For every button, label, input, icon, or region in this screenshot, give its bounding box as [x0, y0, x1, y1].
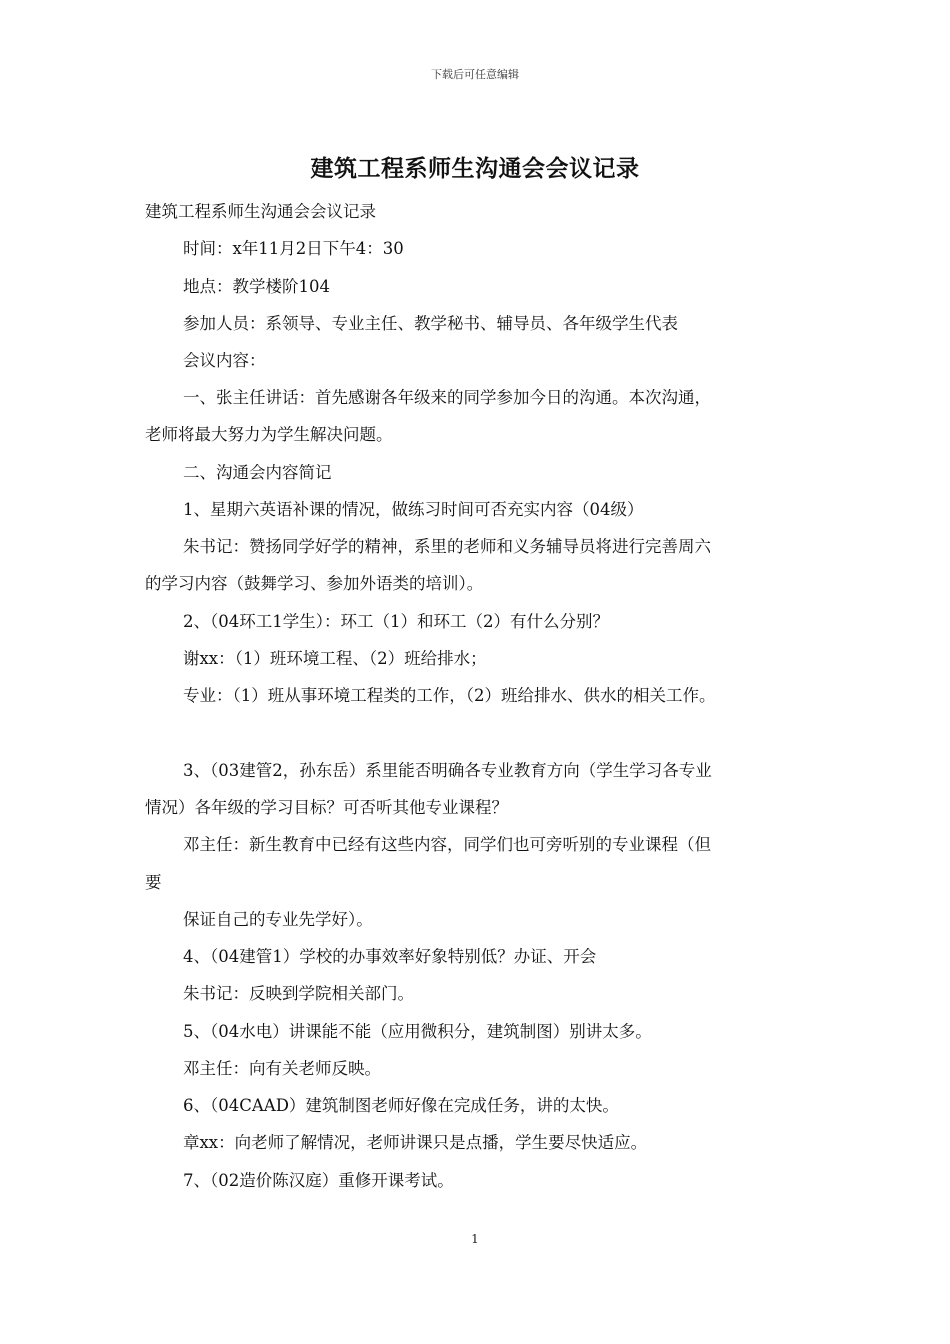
meeting-location: 地点：教学楼阶104: [183, 277, 330, 296]
document-title: 建筑工程系师生沟通会会议记录: [310, 156, 640, 182]
paragraph-line: 保证自己的专业先学好）。: [183, 910, 373, 929]
paragraph-line: 3、（03建管2，孙东岳）系里能否明确各专业教育方向（学生学习各专业: [183, 761, 712, 780]
paragraph-line: 1、星期六英语补课的情况，做练习时间可否充实内容（04级）: [183, 500, 644, 519]
paragraph-line: 4、（04建管1）学校的办事效率好象特别低？办证、开会: [183, 947, 597, 966]
paragraph-line: 朱书记：反映到学院相关部门。: [183, 984, 414, 1003]
paragraph-line: 的学习内容（鼓舞学习、参加外语类的培训）。: [145, 574, 484, 593]
paragraph-line: 章xx：向老师了解情况，老师讲课只是点播，学生要尽快适应。: [183, 1133, 648, 1152]
paragraph-line: 老师将最大努力为学生解决问题。: [145, 425, 393, 444]
meeting-content-heading: 会议内容：: [183, 351, 266, 370]
paragraph-line: 一、张主任讲话：首先感谢各年级来的同学参加今日的沟通。本次沟通，: [183, 388, 711, 407]
paragraph-line: 5、（04水电）讲课能不能（应用微积分，建筑制图）别讲太多。: [183, 1022, 652, 1041]
paragraph-line: 专业：（1）班从事环境工程类的工作，（2）班给排水、供水的相关工作。: [183, 686, 716, 705]
paragraph-line: 邓主任：向有关老师反映。: [183, 1059, 381, 1078]
page-header-note: 下载后可任意编辑: [431, 68, 519, 81]
paragraph-line: 情况）各年级的学习目标？可否听其他专业课程？: [145, 798, 508, 817]
paragraph-line: 邓主任：新生教育中已经有这些内容，同学们也可旁听别的专业课程（但: [183, 835, 711, 854]
paragraph-line: 谢xx：（1）班环境工程、（2）班给排水；: [183, 649, 487, 668]
meeting-attendees: 参加人员：系领导、专业主任、教学秘书、辅导员、各年级学生代表: [183, 314, 678, 333]
paragraph-line: 朱书记：赞扬同学好学的精神，系里的老师和义务辅导员将进行完善周六: [183, 537, 711, 556]
paragraph-line: 6、（04CAAD）建筑制图老师好像在完成任务，讲的太快。: [183, 1096, 619, 1115]
paragraph-line: 要: [145, 873, 162, 892]
paragraph-line: 2、（04环工1学生）：环工（1）和环工（2）有什么分别？: [183, 612, 609, 631]
subtitle-line: 建筑工程系师生沟通会会议记录: [145, 202, 376, 221]
meeting-time: 时间：x年11月2日下午4：30: [183, 239, 404, 258]
section-heading: 二、沟通会内容简记: [183, 463, 332, 482]
page-number: 1: [471, 1232, 479, 1246]
paragraph-line: 7、（02造价陈汉庭）重修开课考试。: [183, 1171, 454, 1190]
